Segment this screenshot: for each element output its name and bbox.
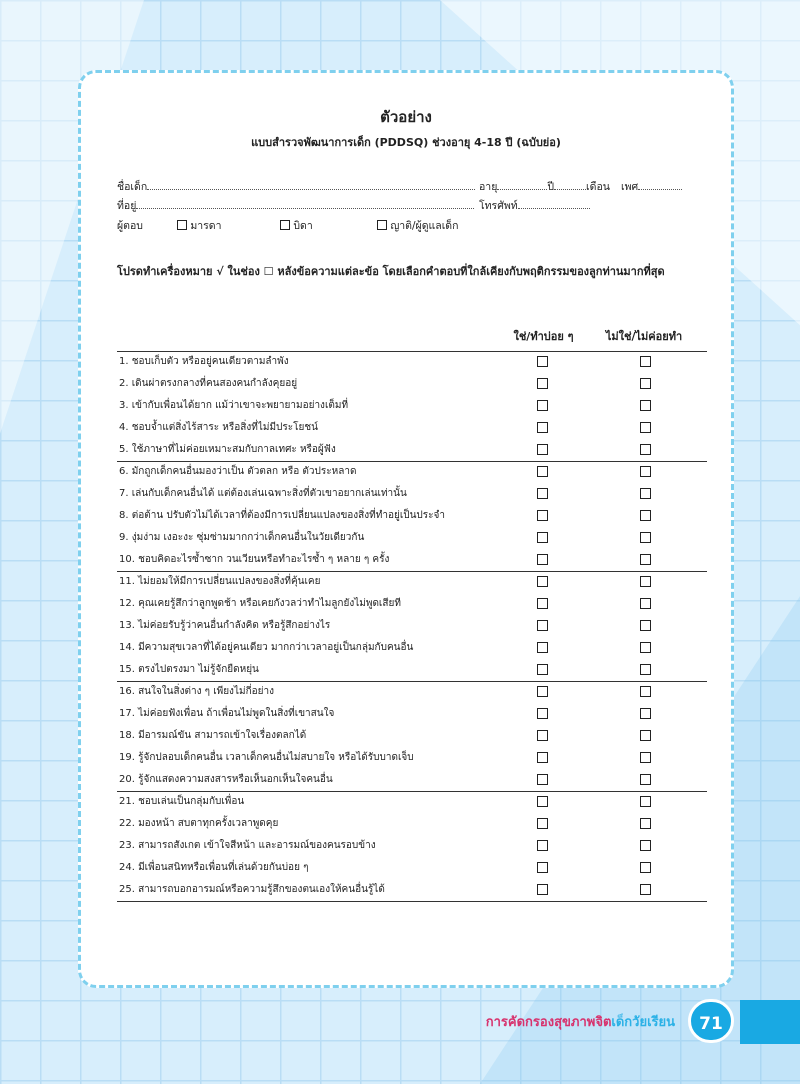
address-field[interactable]: ที่อยู่ [117,197,474,214]
no-checkbox[interactable] [640,752,651,763]
yes-checkbox[interactable] [537,444,548,455]
question-text: 25. สามารถบอกอารมณ์หรือความรู้สึกของตนเองให้คนอื่นรู้ได้ [119,884,385,895]
no-checkbox[interactable] [640,598,651,609]
table-row [117,791,707,813]
yes-checkbox[interactable] [537,378,548,389]
instruction-text: โปรดทำเครื่องหมาย √ ในช่อง ☐ หลังข้อความแต่ละข้อ โดยเลือกคำตอบที่ใกล้เคียงกับพฤติกรรมของลูกท่านมากที่สุด [117,265,665,278]
no-checkbox[interactable] [640,840,651,851]
form-title: ตัวอย่าง [380,108,432,126]
yes-checkbox[interactable] [537,774,548,785]
sex-field[interactable]: เพศ [621,178,682,195]
no-checkbox[interactable] [640,686,651,697]
table-row [117,593,707,615]
age-field[interactable]: อายุ ปี เดือน [479,181,610,193]
table-row [117,483,707,505]
no-checkbox[interactable] [640,400,651,411]
table-row [117,813,707,835]
yes-checkbox[interactable] [537,422,548,433]
question-text: 22. มองหน้า สบตาทุกครั้งเวลาพูดคุย [119,818,279,829]
table-row [117,505,707,527]
no-checkbox[interactable] [640,576,651,587]
table-row [117,857,707,879]
table-row [117,417,707,439]
question-text: 19. รู้จักปลอบเด็กคนอื่น เวลาเด็กคนอื่นไม่สบายใจ หรือได้รับบาดเจ็บ [119,752,414,763]
child-name-field[interactable]: ชื่อเด็ก [117,178,475,195]
no-checkbox[interactable] [640,642,651,653]
no-checkbox[interactable] [640,466,651,477]
no-checkbox[interactable] [640,510,651,521]
yes-checkbox[interactable] [537,598,548,609]
no-checkbox[interactable] [640,774,651,785]
question-text: 21. ชอบเล่นเป็นกลุ่มกับเพื่อน [119,796,245,807]
question-text: 2. เดินผ่าตรงกลางที่คนสองคนกำลังคุยอยู่ [119,378,298,389]
table-row [117,835,707,857]
yes-checkbox[interactable] [537,818,548,829]
yes-checkbox[interactable] [537,554,548,565]
question-text: 11. ไม่ยอมให้มีการเปลี่ยนแปลงของสิ่งที่คุ้นเคย [119,576,321,587]
no-checkbox[interactable] [640,884,651,895]
question-text: 10. ชอบคิดอะไรซ้ำซาก วนเวียนหรือทำอะไรซ้ำ ๆ หลาย ๆ ครั้ง [119,554,390,565]
table-row [117,615,707,637]
no-checkbox[interactable] [640,664,651,675]
no-checkbox[interactable] [640,488,651,499]
yes-checkbox[interactable] [537,400,548,411]
column-no-header: ไม่ใช่/ไม่ค่อยทำ [605,330,683,343]
no-checkbox[interactable] [640,620,651,631]
question-text: 4. ชอบจ้ำแต่สิ่งไร้สาระ หรือสิ่งที่ไม่มีประโยชน์ [119,422,319,433]
no-checkbox[interactable] [640,708,651,719]
yes-checkbox[interactable] [537,356,548,367]
question-text: 17. ไม่ค่อยฟังเพื่อน ถ้าเพื่อนไม่พูดในสิ่งที่เขาสนใจ [119,708,335,719]
table-row [117,351,707,373]
table-row [117,461,707,483]
yes-checkbox[interactable] [537,686,548,697]
question-text: 24. มีเพื่อนสนิทหรือเพื่อนที่เล่นด้วยกันบ่อย ๆ [119,862,309,873]
yes-checkbox[interactable] [537,730,548,741]
no-checkbox[interactable] [640,818,651,829]
yes-checkbox[interactable] [537,466,548,477]
table-row [117,549,707,571]
respondent-father-option[interactable]: บิดา [280,217,313,234]
table-row [117,747,707,769]
yes-checkbox[interactable] [537,642,548,653]
respondent-relative-option[interactable]: ญาติ/ผู้ดูแลเด็ก [377,217,458,234]
respondent-mother-option[interactable]: มารดา [177,217,222,234]
table-row [117,571,707,593]
yes-checkbox[interactable] [537,532,548,543]
question-text: 8. ต่อต้าน ปรับตัวไม่ได้เวลาที่ต้องมีการเปลี่ยนแปลงของสิ่งที่ทำอยู่เป็นประจำ [119,510,445,521]
table-row [117,527,707,549]
table-row [117,439,707,461]
table-row [117,879,707,901]
table-row [117,637,707,659]
no-checkbox[interactable] [640,378,651,389]
question-text: 5. ใช้ภาษาที่ไม่ค่อยเหมาะสมกับกาลเทศะ หรือผู้ฟัง [119,444,336,455]
yes-checkbox[interactable] [537,510,548,521]
column-yes-header: ใช่/ทำบ่อย ๆ [513,330,574,343]
yes-checkbox[interactable] [537,796,548,807]
table-row [117,373,707,395]
yes-checkbox[interactable] [537,664,548,675]
table-row [117,725,707,747]
no-checkbox[interactable] [640,444,651,455]
question-text: 12. คุณเคยรู้สึกว่าลูกพูดช้า หรือเคยกังวลว่าทำไมลูกยังไม่พูดเสียที [119,598,401,609]
question-text: 23. สามารถสังเกต เข้าใจสีหน้า และอารมณ์ของคนรอบข้าง [119,840,376,851]
question-text: 20. รู้จักแสดงความสงสารหรือเห็นอกเห็นใจคนอื่น [119,774,333,785]
table-row [117,681,707,703]
phone-field[interactable]: โทรศัพท์ [479,197,590,214]
no-checkbox[interactable] [640,554,651,565]
question-text: 16. สนใจในสิ่งต่าง ๆ เพียงไม่กี่อย่าง [119,686,274,697]
form-card [78,70,734,988]
yes-checkbox[interactable] [537,752,548,763]
table-row [117,703,707,725]
table-divider [117,901,707,902]
yes-checkbox[interactable] [537,862,548,873]
footer-bar [740,1000,800,1044]
no-checkbox[interactable] [640,796,651,807]
question-text: 15. ตรงไปตรงมา ไม่รู้จักยืดหยุ่น [119,664,259,675]
no-checkbox[interactable] [640,422,651,433]
yes-checkbox[interactable] [537,708,548,719]
yes-checkbox[interactable] [537,488,548,499]
footer-title: การคัดกรองสุขภาพจิตเด็กวัยเรียน [485,1015,675,1030]
yes-checkbox[interactable] [537,576,548,587]
question-text: 18. มีอารมณ์ขัน สามารถเข้าใจเรื่องตลกได้ [119,730,307,741]
question-text: 13. ไม่ค่อยรับรู้ว่าคนอื่นกำลังคิด หรือรู้สึกอย่างไร [119,620,331,631]
no-checkbox[interactable] [640,730,651,741]
yes-checkbox[interactable] [537,840,548,851]
question-text: 3. เข้ากับเพื่อนได้ยาก แม้ว่าเขาจะพยายามอย่างเต็มที่ [119,400,349,411]
table-row [117,395,707,417]
question-text: 6. มักถูกเด็กคนอื่นมองว่าเป็น ตัวตลก หรือ ตัวประหลาด [119,466,357,477]
no-checkbox[interactable] [640,532,651,543]
question-text: 1. ชอบเก็บตัว หรืออยู่คนเดียวตามลำพัง [119,356,289,367]
page-number: 71 [688,999,734,1043]
table-row [117,659,707,681]
respondent-label: ผู้ตอบ [117,220,143,232]
form-subtitle: แบบสำรวจพัฒนาการเด็ก (PDDSQ) ช่วงอายุ 4-18 ปี (ฉบับย่อ) [251,136,561,149]
question-text: 7. เล่นกับเด็กคนอื่นได้ แต่ต้องเล่นเฉพาะสิ่งที่ตัวเขาอยากเล่นเท่านั้น [119,488,407,499]
yes-checkbox[interactable] [537,620,548,631]
table-row [117,769,707,791]
question-text: 14. มีความสุขเวลาที่ได้อยู่คนเดียว มากกว่าเวลาอยู่เป็นกลุ่มกับคนอื่น [119,642,414,653]
question-text: 9. งุ่มง่าม เงอะงะ ซุ่มซ่ามมากกว่าเด็กคนอื่นในวัยเดียวกัน [119,532,365,543]
yes-checkbox[interactable] [537,884,548,895]
no-checkbox[interactable] [640,862,651,873]
no-checkbox[interactable] [640,356,651,367]
